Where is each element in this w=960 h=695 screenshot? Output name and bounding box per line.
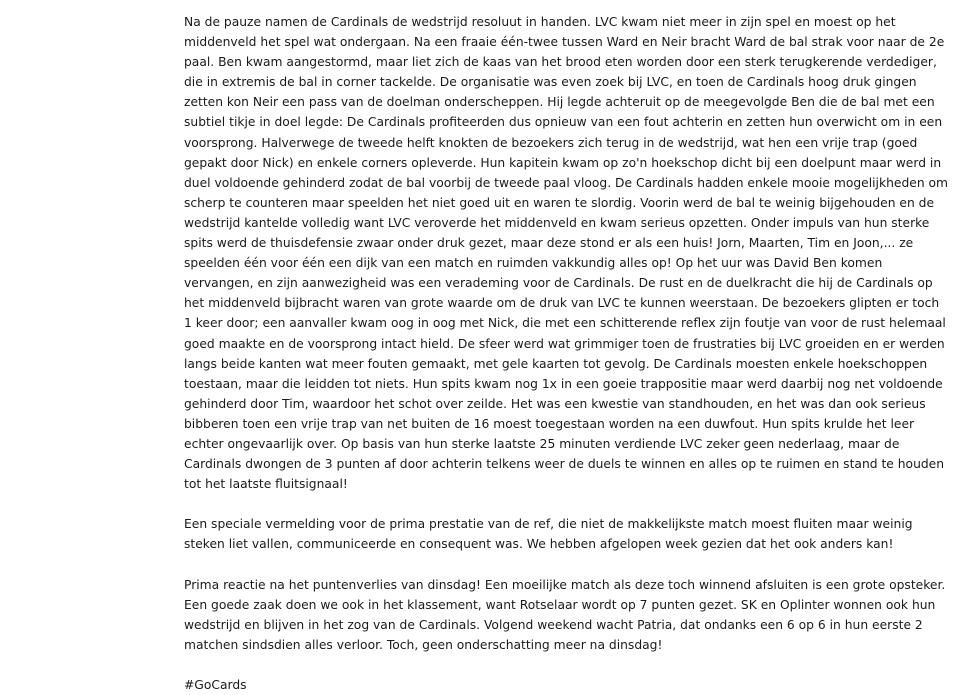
match-report-paragraph: Na de pauze namen de Cardinals de wedstrijd resoluut in handen. LVC kwam niet meer in zijn spel en moest op het middenveld het spel wat ondergaan. Na een fraaie één-twee tussen Ward en Neir bracht Ward de bal strak voor naar de 2e paal. Ben kwam aangestormd, maar liet zich de kaas van het brood eten worden door een sterk terugkerende verdediger, die in extremis de bal in corner tackelde. De organisatie was even zoek bij LVC, en toen de Cardinals hoog druk gingen zetten kon Neir een pass van de doelman onderscheppen. Hij legde achteruit op de meegevolgde Ben die de bal met een subtiel tikje in doel legde: De Cardinals profiteerden dus opnieuw van een fout achterin en zetten hun overwicht om in een voorsprong. Halverwege de tweede helft knokten de bezoekers zich terug in de wedstrijd, wat hen een vrije trap (goed gepakt door Nick) en enkele corners opleverde. Hun kapitein kwam op zo'n hoekschop dicht bij een doelpunt maar werd in duel voldoende gehinderd zodat de bal voorbij de tweede paal vloog. De Cardinals hadden enkele mooie mogelijkheden om scherp te counteren maar speelden het niet goed uit en waren te slordig. Voorin werd de bal te weinig bijgehouden en de wedstrijd kantelde volledig want LVC veroverde het middenveld en kwam serieus opzetten. Onder impuls van hun sterke spits werd de thuisdefensie zwaar onder druk gezet, maar deze stond er als een huis! Jorn, Maarten, Tim en Joon,... ze speelden één voor één een dijk van een match en ruimden vakkundig alles op! Op het uur was David Ben komen vervangen, en zijn aanwezigheid was een verademing voor de Cardinals. De rust en de duelkracht die hij de Cardinals op het middenveld bijbracht waren van grote waarde om de druk van LVC te kunnen weerstaan. De bezoekers glipten er toch 1 keer door; een aanvaller kwam oog in oog met Nick, die met een schitterende reflex zijn foutje van voor de rust helemaal goed maakte en de voorsprong intact hield. De sfeer werd wat grimmiger toen de frustraties bij LVC groeiden en er werden langs beide kanten wat meer fouten gemaakt, met gele kaarten tot gevolg. De Cardinals moesten enkele hoekschoppen toestaan, maar die leidden tot niets. Hun spits kwam nog 1x in een goeie trappositie maar werd daarbij nog net voldoende gehinderd door Tim, waardoor het schot over zeilde. Het was een kwestie van standhouden, en het was dan ook serieus bibberen toen een vrije trap van net buiten de 16 moest toegestaan worden na een duwfout. Hun spits krulde het leer echter ongevaarlijk over. Op basis van hun sterke laatste 25 minuten verdiende LVC zeker geen nederlaag, maar de Cardinals dwongen de 3 punten af door achterin telkens weer de duels te winnen en alles op te ruimen en stand te houden tot het laatste fluitsignaal! xyxy=(184,15,949,492)
conclusion-paragraph: Prima reactie na het puntenverlies van dinsdag! Een moeilijke match als deze toch winnend afsluiten is een grote opsteker. Een goede zaak doen we ook in het klassement, want Rotselaar wordt op 7 punten gezet. SK en Oplinter wonnen ook hun wedstrijd en blijven in het zog van de Cardinals. Volgend weekend wacht Patria, dat ondanks een 6 op 6 in hun eerste 2 matchen sindsdien alles verloor. Toch, geen onderschatting meer na dinsdag! xyxy=(184,577,946,652)
hashtag: #GoCards xyxy=(184,678,247,693)
referee-paragraph: Een speciale vermelding voor de prima prestatie van de ref, die niet de makkelijkste match moest fluiten maar weinig steken liet vallen, communiceerde en consequent was. We hebben afgelopen week gezien dat het ook anders kan! xyxy=(184,517,913,552)
article-body xyxy=(184,12,950,695)
